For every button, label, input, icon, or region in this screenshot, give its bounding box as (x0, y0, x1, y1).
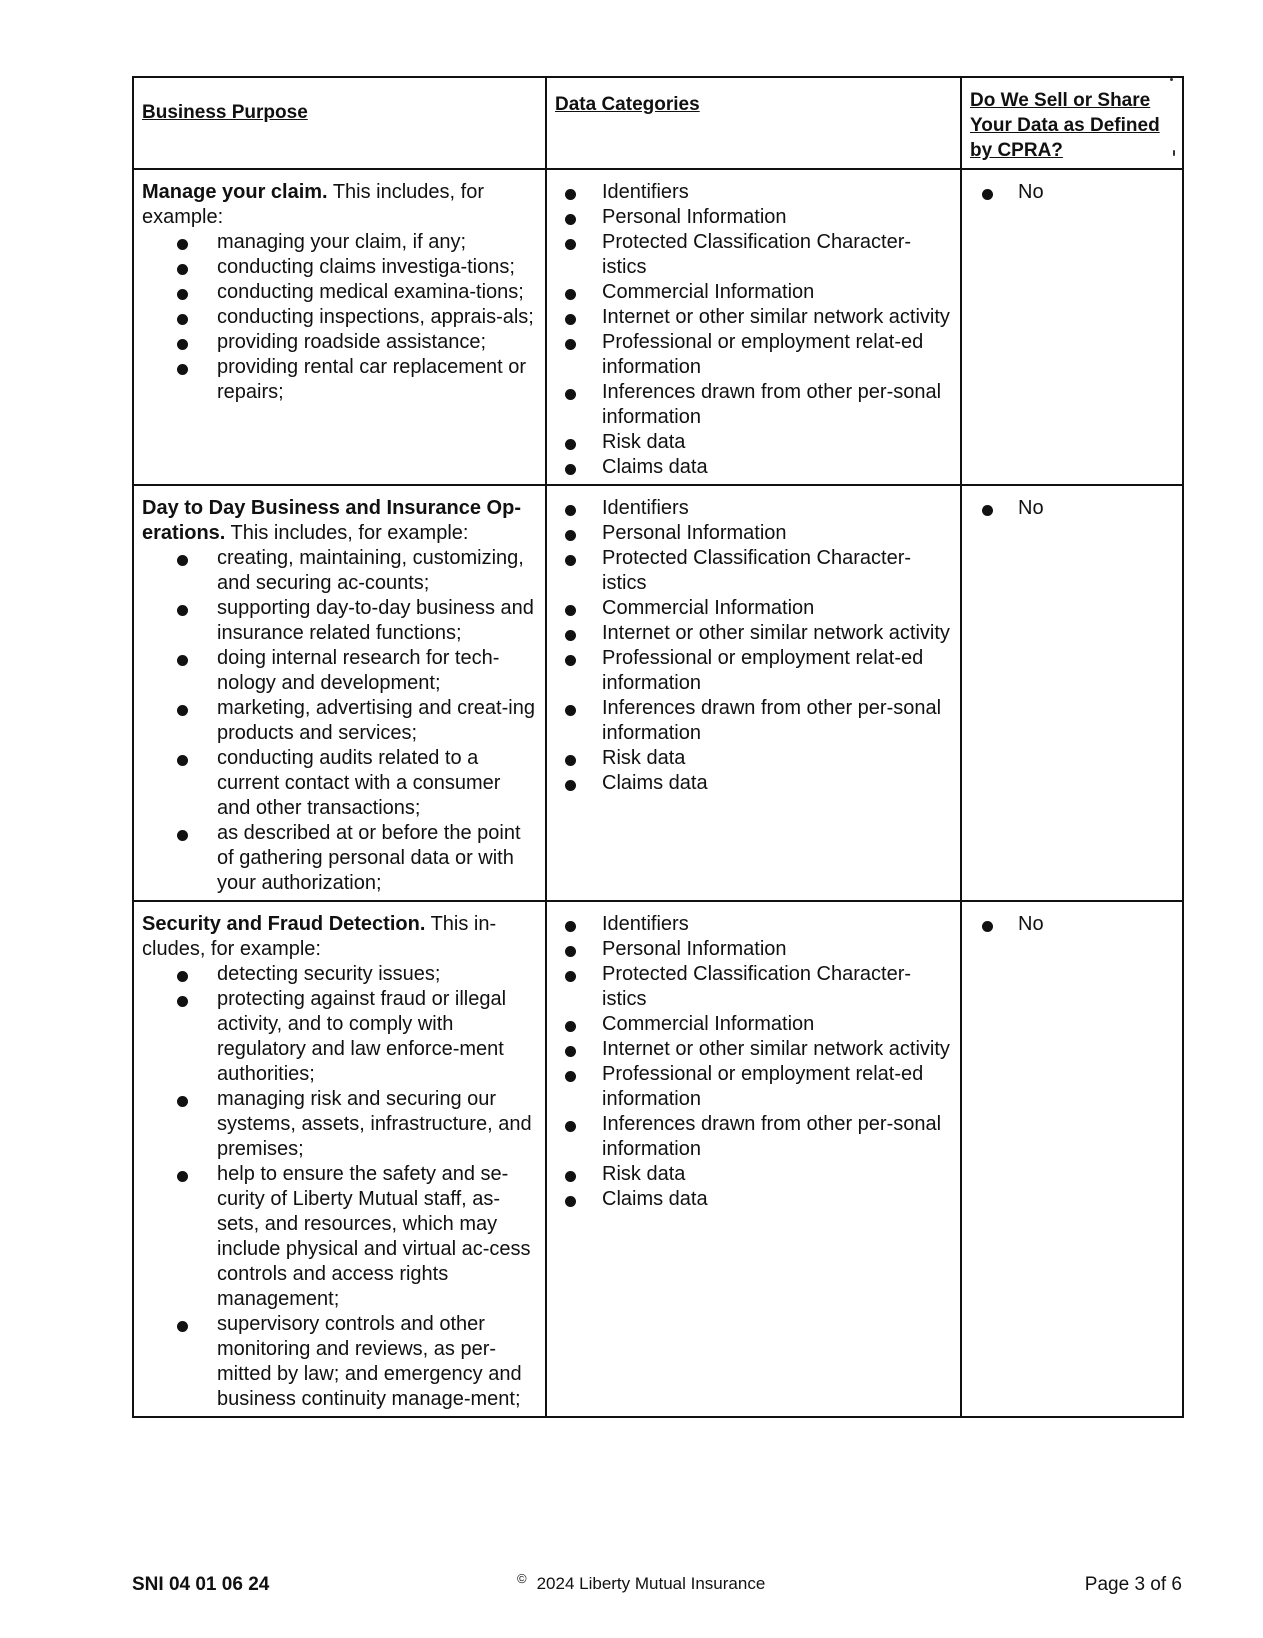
list-item: conducting medical examina-tions; (142, 280, 537, 305)
purpose-list (142, 546, 537, 896)
scan-speck (1173, 150, 1175, 156)
list-item: help to ensure the safety and se-curity of Liberty Mutual staff, as-sets, and resources, which may include physical and virtual ac-cess controls and access rights management; (142, 1162, 537, 1312)
copyright (517, 1571, 766, 1594)
category-item: Risk data (555, 430, 952, 455)
category-item: Claims data (555, 455, 952, 480)
form-code: SNI 04 01 06 24 (132, 1574, 270, 1595)
list-item: supervisory controls and other monitoring and reviews, as per-mitted by law; and emergency and business continuity manage-ment; (142, 1312, 537, 1412)
category-item: Internet or other similar network activity (555, 621, 952, 646)
sell-share-value: No (970, 912, 1174, 937)
table-body (133, 169, 1183, 1417)
list-item: doing internal research for tech-nology and development; (142, 646, 537, 696)
table-row (133, 901, 1183, 1417)
purpose-heading (142, 912, 537, 962)
category-item: Personal Information (555, 937, 952, 962)
category-item: Risk data (555, 746, 952, 771)
data-categories-cell (546, 169, 961, 485)
list-item: managing risk and securing our systems, assets, infrastructure, and premises; (142, 1087, 537, 1162)
page-number: Page 3 of 6 (1084, 1574, 1182, 1595)
list-item: providing roadside assistance; (142, 330, 537, 355)
category-list (555, 912, 952, 1212)
list-item: conducting inspections, apprais-als; (142, 305, 537, 330)
purpose-intro: This includes, for example: (142, 181, 484, 228)
table-row (133, 485, 1183, 901)
category-item: Identifiers (555, 912, 952, 937)
sell-share-cell (961, 169, 1183, 485)
purpose-intro: This in-cludes, for example: (142, 913, 497, 960)
sell-share-list (970, 496, 1174, 521)
category-item: Inferences drawn from other per-sonal information (555, 1112, 952, 1162)
category-item: Risk data (555, 1162, 952, 1187)
category-item: Personal Information (555, 205, 952, 230)
list-item: as described at or before the point of gathering personal data or with your authorization; (142, 821, 537, 896)
sell-share-list (970, 180, 1174, 205)
category-item: Professional or employment relat-ed information (555, 330, 952, 380)
category-item: Inferences drawn from other per-sonal information (555, 696, 952, 746)
table-header-row (133, 77, 1183, 169)
purpose-list (142, 962, 537, 1412)
list-item: supporting day-to-day business and insurance related functions; (142, 596, 537, 646)
category-list (555, 180, 952, 480)
business-purpose-cell (133, 901, 546, 1417)
sell-share-cell (961, 901, 1183, 1417)
copyright-text: 2024 Liberty Mutual Insurance (536, 1574, 766, 1593)
category-item: Commercial Information (555, 1012, 952, 1037)
header-business-purpose: Business Purpose (133, 77, 546, 169)
header-sell-share: Do We Sell or Share Your Data as Defined by CPRA? (961, 77, 1183, 169)
category-item: Personal Information (555, 521, 952, 546)
purpose-list (142, 230, 537, 405)
sell-share-list (970, 912, 1174, 937)
list-item: marketing, advertising and creat-ing products and services; (142, 696, 537, 746)
sell-share-value: No (970, 180, 1174, 205)
category-item: Professional or employment relat-ed information (555, 646, 952, 696)
header-data-categories: Data Categories (546, 77, 961, 169)
purpose-intro: This includes, for example: (225, 522, 469, 544)
copyright-symbol: © (517, 1571, 527, 1586)
category-item: Inferences drawn from other per-sonal information (555, 380, 952, 430)
category-item: Identifiers (555, 496, 952, 521)
category-item: Professional or employment relat-ed information (555, 1062, 952, 1112)
business-purpose-cell (133, 485, 546, 901)
table-row (133, 169, 1183, 485)
data-categories-cell (546, 485, 961, 901)
category-list (555, 496, 952, 796)
category-item: Commercial Information (555, 596, 952, 621)
category-item: Claims data (555, 771, 952, 796)
category-item: Claims data (555, 1187, 952, 1212)
data-use-table-container (132, 76, 1182, 1418)
category-item: Protected Classification Character-istics (555, 546, 952, 596)
list-item: conducting audits related to a current contact with a consumer and other transactions; (142, 746, 537, 821)
data-use-table (132, 76, 1184, 1418)
purpose-title: Day to Day Business and Insurance Op-erations. (142, 497, 521, 544)
category-item: Protected Classification Character-istics (555, 962, 952, 1012)
sell-share-value: No (970, 496, 1174, 521)
category-item: Commercial Information (555, 280, 952, 305)
list-item: protecting against fraud or illegal activity, and to comply with regulatory and law enforce-ment authorities; (142, 987, 537, 1087)
sell-share-cell (961, 485, 1183, 901)
category-item: Internet or other similar network activity (555, 305, 952, 330)
purpose-title: Manage your claim. (142, 181, 328, 203)
list-item: detecting security issues; (142, 962, 537, 987)
list-item: conducting claims investiga-tions; (142, 255, 537, 280)
category-item: Identifiers (555, 180, 952, 205)
category-item: Protected Classification Character-istics (555, 230, 952, 280)
list-item: providing rental car replacement or repairs; (142, 355, 537, 405)
purpose-heading (142, 180, 537, 230)
list-item: creating, maintaining, customizing, and securing ac-counts; (142, 546, 537, 596)
purpose-title: Security and Fraud Detection. (142, 913, 426, 935)
page-footer (132, 1571, 1182, 1602)
scan-speck (1170, 78, 1173, 81)
list-item: managing your claim, if any; (142, 230, 537, 255)
purpose-heading (142, 496, 537, 546)
data-categories-cell (546, 901, 961, 1417)
business-purpose-cell (133, 169, 546, 485)
category-item: Internet or other similar network activity (555, 1037, 952, 1062)
